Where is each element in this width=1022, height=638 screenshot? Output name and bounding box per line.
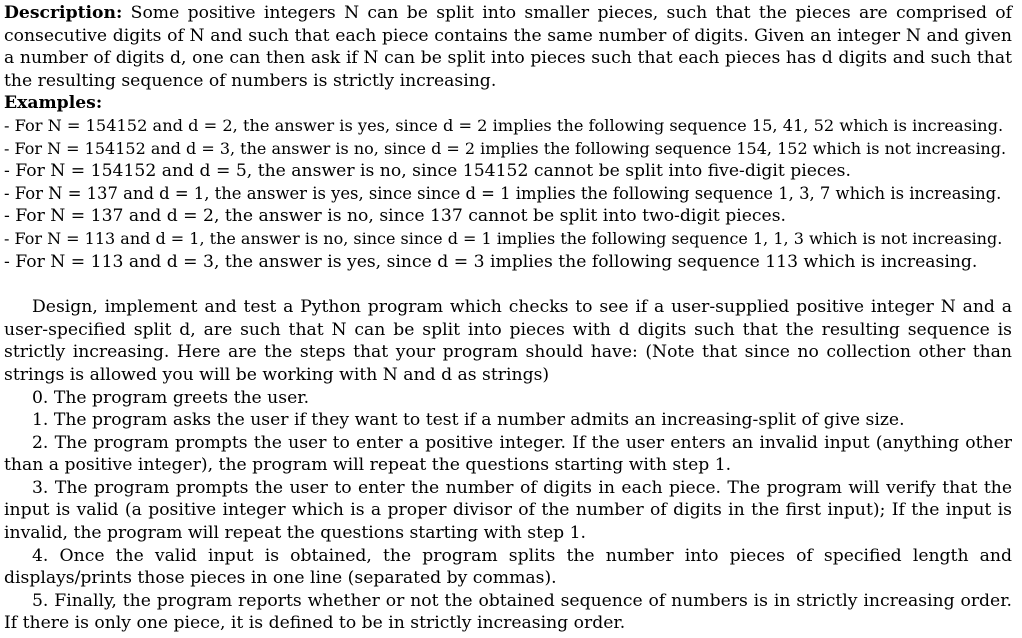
steps-list [4, 387, 1012, 636]
example-item: - For N = 113 and d = 1, the answer is no, since since d = 1 implies the following sequence 1, 1, 3 which is not increasing. [4, 228, 1003, 248]
example-item: - For N = 154152 and d = 5, the answer is no, since 154152 cannot be split into five-digit pieces. [4, 161, 851, 182]
step-item: 5. Finally, the program reports whether or not the obtained sequence of numbers is in strictly increasing order. If there is only one piece, it is defined to be in strictly increasing order. [4, 590, 1012, 634]
examples-list [4, 115, 1012, 273]
example-item: - For N = 154152 and d = 3, the answer is no, since d = 2 implies the following sequence 154, 152 which is not increasing. [4, 138, 1007, 158]
step-item: 2. The program prompts the user to enter a positive integer. If the user enters an invalid input (anything other than a positive integer), the program will repeat the questions starting with step 1. [4, 432, 1012, 476]
example-item: - For N = 154152 and d = 2, the answer is yes, since d = 2 implies the following sequence 15, 41, 52 which is increasing. [4, 115, 1004, 135]
step-item: 3. The program prompts the user to enter the number of digits in each piece. The program will verify that the input is valid (a positive integer which is a proper divisor of the number of digits in the first input); If the input is invalid, the program will repeat the questions starting with step 1. [4, 477, 1012, 544]
paragraph-gap [4, 273, 1012, 296]
task-intro: Design, implement and test a Python program which checks to see if a user-supplied positive integer N and a user-specified split d, are such that N can be split into pieces with d digits such that the resulting sequence is strictly increasing. Here are the steps that your program should have: (Note that since no collection other than strings is allowed you will be working with N and d as strings) [4, 297, 1012, 385]
step-item: 4. Once the valid input is obtained, the program splits the number into pieces of specified length and displays/prints those pieces in one line (separated by commas). [4, 545, 1012, 589]
example-item: - For N = 113 and d = 3, the answer is yes, since d = 3 implies the following sequence 113 which is increasing. [4, 251, 978, 272]
example-item: - For N = 137 and d = 1, the answer is yes, since since d = 1 implies the following sequence 1, 3, 7 which is increasing. [4, 183, 1002, 203]
examples-heading: Examples: [4, 93, 103, 114]
example-item: - For N = 137 and d = 2, the answer is no, since 137 cannot be split into two-digit pieces. [4, 206, 786, 227]
step-item: 0. The program greets the user. [32, 387, 310, 408]
assignment-document [4, 2, 1012, 635]
description-paragraph [4, 2, 1012, 92]
description-text: Some positive integers N can be split into smaller pieces, such that the pieces are comprised of consecutive digits of N and such that each piece contains the same number of digits. Given an integer N and given a number of digits d, one can then ask if N can be split into pieces such that each pieces has d digits and such that the resulting sequence of numbers is strictly increasing. [4, 3, 1012, 91]
description-label: Description: [4, 3, 123, 23]
step-item: 1. The program asks the user if they want to test if a number admits an increasing-split of give size. [32, 410, 905, 431]
